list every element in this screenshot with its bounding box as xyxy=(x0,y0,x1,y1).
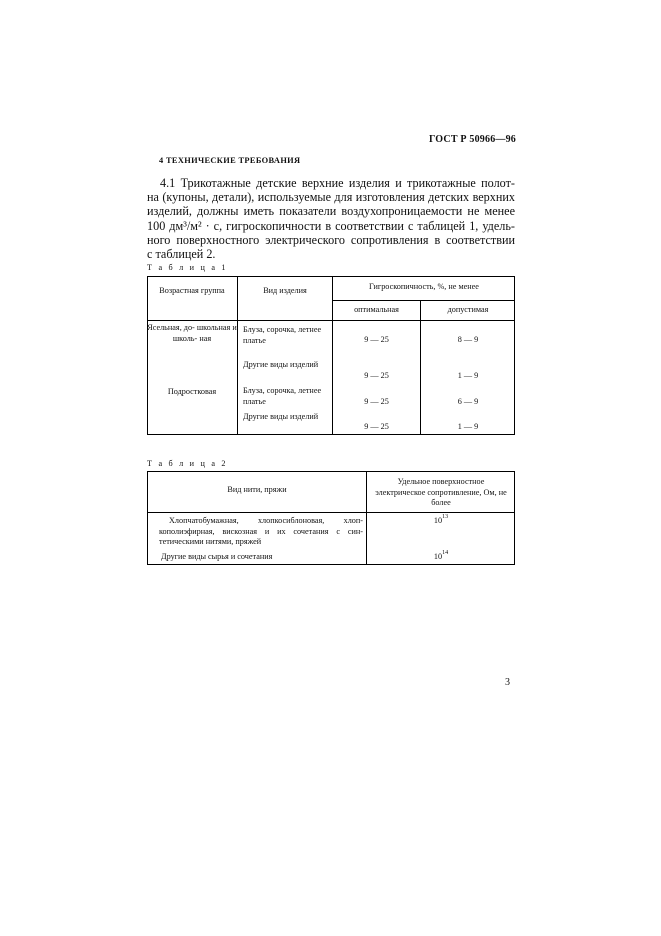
paragraph-line: изделий, должны иметь показатели воздухопроницаемости не менее xyxy=(147,204,515,219)
paragraph-4-1 xyxy=(147,176,515,261)
table1-header-age-group: Возрастная группа xyxy=(159,286,225,295)
paragraph-line: ного поверхностного электрического сопротивления в соответствии xyxy=(147,232,515,247)
table1-permissible-value: 6 — 9 xyxy=(457,397,479,406)
table1-optimal-value: 9 — 25 xyxy=(364,335,389,344)
table1-product-type: Блуза, сорочка, летнее платье xyxy=(243,386,322,406)
paragraph-line: 4.1 Трикотажные детские верхние изделия и трикотажные полот- xyxy=(160,176,515,190)
table1 xyxy=(147,276,515,435)
table1-permissible-value: 1 — 9 xyxy=(457,371,479,380)
table2-header-yarn-type: Вид нити, пряжи xyxy=(227,485,287,494)
table1-product-type: Блуза, сорочка, летнее платье xyxy=(243,325,322,345)
table2 xyxy=(147,471,515,565)
table1-product-type: Другие виды изделий xyxy=(243,360,319,369)
page-number: 3 xyxy=(505,677,510,688)
document-code: ГОСТ Р 50966—96 xyxy=(428,134,516,145)
table2-caption: Т а б л и ц а 2 xyxy=(147,459,228,468)
table1-product-type: Другие виды изделий xyxy=(243,412,319,421)
table1-divider xyxy=(147,320,515,321)
table1-permissible-value: 8 — 9 xyxy=(457,335,479,344)
table1-header-optimal: оптимальная xyxy=(354,305,399,314)
section-title: 4 ТЕХНИЧЕСКИЕ ТРЕБОВАНИЯ xyxy=(159,156,301,165)
table2-yarn-type: Другие виды сырья и сочетания xyxy=(161,552,273,561)
table1-header-permissible: допустимая xyxy=(447,305,489,314)
table1-age-group: Подростковая xyxy=(167,387,217,396)
table2-header-resistance: Удельное поверхностное электрическое сопротивление, Ом, не более xyxy=(375,477,507,507)
table1-optimal-value: 9 — 25 xyxy=(364,422,389,431)
table2-resistance-value: $10^{13}$ xyxy=(433,514,449,525)
paragraph-line: 100 дм³/м² · с, гигроскопичности в соответствии с таблицей 1, удель- xyxy=(147,218,515,233)
table2-yarn-type: Хлопчатобумажная, хлопкосиблоновая, хлоп- кополиэфирная, вискозная и их сочетания с син- тетическими нитями, пряжей xyxy=(159,516,363,546)
table1-header-hygroscopicity: Гигроскопичность, %, не менее xyxy=(369,282,479,291)
table2-resistance-value: $10^{14}$ xyxy=(433,550,449,561)
table1-permissible-value: 1 — 9 xyxy=(457,422,479,431)
table1-age-group: Ясельная, до- школьная и школь- ная xyxy=(147,323,237,343)
paragraph-line: на (купоны, детали), используемые для изготовления детских верхних xyxy=(147,190,515,205)
table1-optimal-value: 9 — 25 xyxy=(364,371,389,380)
table2-divider xyxy=(147,512,515,513)
table1-caption: Т а б л и ц а 1 xyxy=(147,263,228,272)
table1-optimal-value: 9 — 25 xyxy=(364,397,389,406)
paragraph-line: с таблицей 2. xyxy=(147,247,216,262)
table1-divider xyxy=(237,276,238,435)
table1-header-product-type: Вид изделия xyxy=(263,286,307,295)
table1-divider xyxy=(332,300,515,301)
